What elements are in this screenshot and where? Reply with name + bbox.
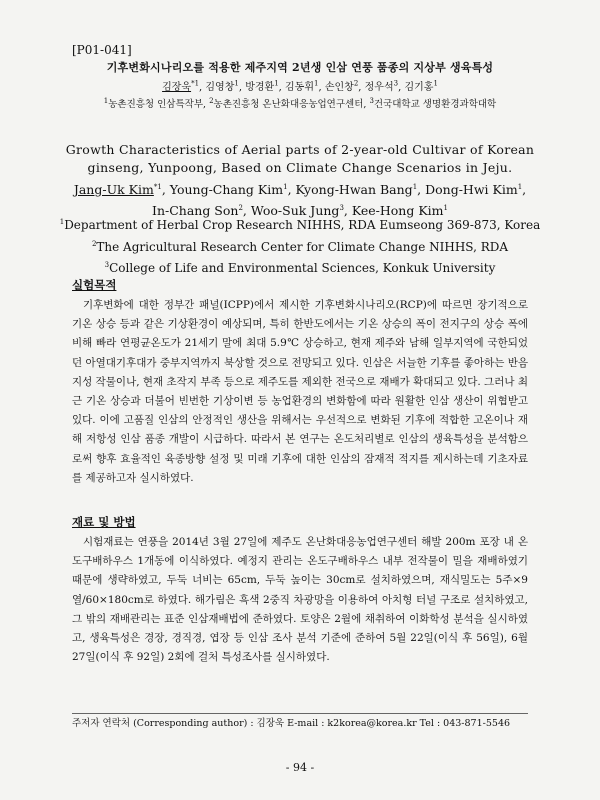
section-body-methods: 시험재료는 연풍을 2014년 3월 27일에 제주도 온난화대응농업연구센터 해발 200m 포장 내 온도구배하우스 1개동에 이식하였다. 예정지 관리는 온도구배하우스 내부 전작물이 밀을 재배하였기 때문에 생략하였고, 두둑 너비는 65cm, 두둑 높이는 30cm로 설치하였으며, 재식밀도는 5주×9열/60×180cm로 하였다. 해가림은 흑색 2중직 차광망을 이용하여 아치형 터널 구조로 설치하였고, 그 밖의 재배관리는 표준 인삼재배법에 준하였다. 토양은 2월에 채취하여 이화학성 분석을 실시하였고, 생육특성은 경장, 경직경, 엽장 등 인삼 조사 분석 기준에 준하여 5월 22일(이식 후 56일), 6월 27일(이식 후 92일) 2회에 걸처 특성조사를 실시하였다.	[72, 536, 528, 664]
author-name: 김영창	[205, 82, 235, 93]
korean-authors: 김장욱$^{*1}$, 김영창$^1$, 방경환$^1$, 김동휘$^1$, 손인창$^2$, 정우석$^3$, 김기홍$^1$	[162, 79, 438, 93]
affiliation-text: 건국대학교 생명환경과학대학	[373, 99, 497, 110]
author-affiliation-mark: 1	[314, 79, 319, 88]
affiliation-mark: 1	[59, 218, 65, 226]
author-name: 김기홍	[404, 82, 434, 93]
english-title-line-2: ginseng, Yunpoong, Based on Climate Change Scenarios in Jeju.	[87, 160, 513, 175]
affiliation-text: The Agricultural Research Center for Climate Change NIHHS, RDA	[96, 239, 509, 254]
section-body-purpose: 기후변화에 대한 정부간 패널(ICPP)에서 제시한 기후변화시나리오(RCP)에 따르면 장기적으로 기온 상승 등과 같은 기상환경이 예상되며, 특히 한반도에서는 기온 상승의 폭이 전지구의 상승 폭에 비해 빠라 연평균온도가 21세기 말에 최대 5.9℃ 상승하고, 현재 제주와 남해 일부지역에 국한되었던 아열대기후대가 중부지역까지 북상할 것으로 전망되고 있다. 인삼은 서늘한 기후를 좋아하는 반음지성 작물이나, 현재 초작지 부족 등으로 제주도를 제외한 전국으로 재배가 확대되고 있다. 그러나 최근 기온 상승과 더불어 빈번한 기상이변 등 농업환경의 변화함에 따라 원활한 인삼 생산이 위협받고 있다. 이에 고품질 인삼의 안정적인 생산을 위해서는 우선적으로 변화된 기후에 적합한 고온이나 재해 저항성 인삼 품종 개발이 시급하다. 따라서 본 연구는 온도처리별로 인삼의 생육특성을 분석함으로써 향후 효율적인 육종방향 설정 및 미래 기후에 대한 인삼의 잠재적 적지를 제시하는데 기초자료를 제공하고자 실시하였다.	[72, 299, 528, 484]
author-affiliation-mark: 1	[234, 79, 239, 88]
corresponding-author: 주저자 연락처 (Corresponding author) : 김장욱 E-mail : k2korea@korea.kr Tel : 043-871-5546	[72, 718, 511, 729]
author-name: Jang-Uk Kim	[73, 182, 154, 198]
author-name: Young-Chang Kim	[169, 182, 284, 198]
author-affiliation-mark: 1	[283, 183, 288, 191]
affiliation-mark: 3	[369, 96, 374, 105]
affiliation-mark: 3	[104, 261, 110, 269]
korean-title: 기후변화시나리오를 적용한 제주지역 2년생 인삼 연풍 품종의 지상부 생육특성	[106, 61, 494, 74]
affiliation-text: College of Life and Environmental Sciences, Konkuk University	[109, 261, 496, 275]
author-name: Woo-Suk Jung	[250, 203, 340, 219]
affiliation-mark: 2	[91, 239, 97, 248]
affiliation-mark: 1	[103, 96, 109, 105]
english-authors-line-1: Jang-Uk Kim$^{*1}$, Young-Chang Kim$^1$, Kyong-Hwan Bang$^1$, Dong-Hwi Kim$^1$,	[73, 182, 527, 198]
author-name: Dong-Hwi Kim	[425, 182, 518, 198]
english-affiliation-line	[0, 235, 600, 257]
english-authors-line-2: In-Chang Son$^2$, Woo-Suk Jung$^3$, Kee-Hong Kim$^1$	[152, 203, 448, 219]
korean-affiliations	[0, 96, 600, 110]
author-name: 정우석	[364, 82, 394, 93]
author-name: 김동휘	[285, 82, 314, 93]
affiliation-mark: 2	[209, 96, 214, 105]
author-affiliation-mark: 1	[433, 79, 438, 88]
author-affiliation-mark: 1	[412, 183, 418, 191]
author-affiliation-mark: 1	[517, 183, 523, 191]
author-affiliation-mark: *1	[153, 183, 162, 191]
author-name: Kee-Hong Kim	[351, 203, 444, 219]
english-affiliation-line	[0, 213, 600, 235]
section-heading-purpose: 실험목적	[72, 278, 117, 292]
author-affiliation-mark: 2	[238, 204, 243, 213]
author-name: In-Chang Son	[152, 203, 239, 219]
affiliation-text: 농촌진흥청 인삼특작부,	[108, 99, 210, 110]
author-name: Kyong-Hwan Bang	[295, 182, 413, 198]
english-title-line-1: Growth Characteristics of Aerial parts of 2-year-old Cultivar of Korean	[65, 142, 535, 157]
english-affiliations	[0, 213, 600, 278]
affiliation-text: Department of Herbal Crop Research NIHHS, RDA Eumseong 369-873, Korea	[64, 218, 541, 232]
author-affiliation-mark: 3	[393, 79, 399, 88]
abstract-code: [P01-041]	[72, 43, 132, 57]
author-affiliation-mark: 2	[353, 79, 359, 88]
page-number: - 94 -	[285, 761, 315, 774]
author-affiliation-mark: 1	[443, 204, 448, 213]
author-name: 방경환	[245, 82, 275, 93]
section-heading-methods: 재료 및 방법	[72, 515, 136, 529]
author-affiliation-mark: 1	[274, 79, 279, 88]
author-affiliation-mark: 3	[339, 204, 344, 213]
author-affiliation-mark: *1	[191, 79, 200, 88]
author-name: 김장욱	[162, 82, 192, 93]
affiliation-text: 농촌진흥청 온난화대응농업연구센터,	[213, 99, 370, 110]
english-title	[0, 141, 600, 177]
english-affiliation-line	[0, 256, 600, 278]
footer-divider	[72, 713, 528, 714]
author-name: 손인창	[324, 82, 354, 93]
